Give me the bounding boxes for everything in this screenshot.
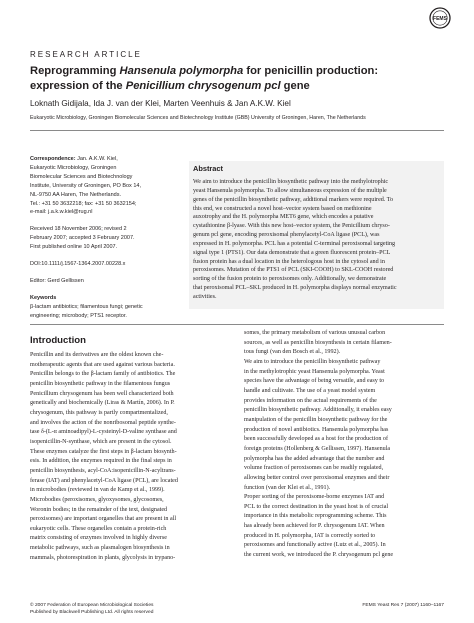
body-text-line: chrysogenum, this pathway is partly compartmentalized, <box>30 409 168 416</box>
body-text-line: manipulation of the penicillin biosynthetic pathway for the <box>244 416 388 423</box>
body-text-line: matrix consisting of enzymes involved in highly diverse <box>30 535 167 542</box>
body-text-line: tase δ-(L-α aminoadipyl)-L-cysteinyl-D-valine synthase and <box>30 429 177 436</box>
body-column-left <box>30 351 230 563</box>
keywords-line-1: β-lactam antibiotics; filamentous fungi; genetic <box>30 303 143 310</box>
body-text-line: motherapeutic agents that are used against various bacteria. <box>30 361 175 368</box>
body-text-line: mammals, photorespiration in plants, glycolysis in trypano- <box>30 554 176 561</box>
keywords-label: Keywords <box>30 294 57 301</box>
body-text-line: somes, the primary metabolism of various unusual carbon <box>244 330 386 336</box>
title-line-1: Reprogramming Hansenula polymorpha for penicillin production: <box>30 65 379 77</box>
abstract-line: signal type 1 (PTS1). Our data demonstrate that a green fluorescent protein–PCL <box>193 249 391 256</box>
body-text-line: These enzymes catalyze the first steps in β-lactam biosynth- <box>30 448 177 455</box>
citation-line: FEMS Yeast Res 7 (2007) 1160–1167 <box>362 603 444 608</box>
abstract-divider <box>30 324 444 325</box>
copyright-line-1: © 2007 Federation of European Microbiological Societies <box>30 603 154 608</box>
abstract-line: auxotrophy and the H. polymorpha MET6 gene, which encodes a putative <box>193 214 374 221</box>
dates-line-1: Received 18 November 2006; revised 2 <box>30 226 127 233</box>
abstract-line: expressed in H. polymorpha. PCL has a potential C-terminal peroxisomal targeting <box>193 240 396 247</box>
correspondence-line-5: NL-9750 AA Haren, The Netherlands. <box>30 191 122 198</box>
title-line-2: expression of the Penicillium chrysogenum pcl gene <box>30 80 310 92</box>
body-text-line: sources, as well as penicillin biosynthesis in certain filamen- <box>244 339 392 346</box>
correspondence-line-6: Tel.: +31 50 3632218; fax: +31 50 3632154; <box>30 200 137 207</box>
correspondence-line-1: Correspondence: Jan. A.K.W. Kiel, <box>30 156 118 162</box>
body-text-line: penicillin biosynthetic pathway. Additionally, it enables easy <box>244 407 392 414</box>
abstract-line: this end, we constructed a novel host–vector system based on methionine <box>193 205 372 212</box>
abstract-line: that peroxisomal PCL–SKL produced in H. polymorpha displays normal enzymatic <box>193 285 397 292</box>
abstract-line: activities. <box>193 293 217 300</box>
body-text-line: metabolic pathways, such as plasmalogen biosynthesis in <box>30 545 170 552</box>
body-text-line: peroxisomes) are important organelles that are present in all <box>30 516 177 523</box>
body-text-line: isopenicillin-N-synthase, which are present in the cytosol. <box>30 438 172 445</box>
abstract-box <box>189 161 444 309</box>
body-text-line: Penicillin and its derivatives are the oldest known che- <box>30 352 164 358</box>
body-text-line: produced in H. polymorpha, IAT is correctly sorted to <box>244 532 376 539</box>
body-text-line: in microbodies (reviewed in van de Kamp et al., 1999). <box>30 487 165 494</box>
body-text-line: and involves the action of the nonribosomal peptide synthe- <box>30 419 176 426</box>
body-text-line: provides information on the actual requirements of the <box>244 397 377 404</box>
abstract-line: cystathionine β-lyase. With this new host–vector system, the Penicillium chryso- <box>193 223 390 230</box>
article-title <box>30 64 450 94</box>
body-text-line: in the methylotrophic yeast Hansenula polymorpha. Yeast <box>244 368 385 375</box>
body-column-right <box>244 329 444 561</box>
body-text-line: Proper sorting of the peroxisome-borne enzymes IAT and <box>244 494 385 501</box>
body-text-line: function (van der Klei et al., 1991). <box>244 484 331 491</box>
body-text-line: penicillin biosynthesis, acyl-CoA:isopenicillin-N-acyltrans- <box>30 467 176 474</box>
editor: Editor: Gerd Gellissen <box>30 277 84 284</box>
body-text-line: genetically and biochemically (Liras & Martín, 2006). In P. <box>30 400 175 407</box>
correspondence-email[interactable]: e-mail: j.a.k.w.kiel@rug.nl <box>30 209 93 216</box>
body-text-line: ferase (IAT) and phenylacetyl-CoA ligase (PCL), are located <box>30 477 178 484</box>
keywords-block <box>30 294 180 321</box>
body-text-line: Penicillin belongs to the β-lactam family of antibiotics. The <box>30 371 176 378</box>
doi[interactable]: DOI:10.1111/j.1567-1364.2007.00228.x <box>30 261 126 268</box>
author-list: Loknath Gidijala, Ida J. van der Klei, Marten Veenhuis & Jan A.K.W. Kiel <box>30 99 291 108</box>
body-text-line: handle and cultivate. The use of a yeast model system <box>244 387 376 394</box>
body-text-line: polymorpha has the added advantage that the number and <box>244 455 385 462</box>
body-text-line: tous fungi (van den Bosch et al., 1992). <box>244 349 341 356</box>
body-text-line: Woronin bodies; in the remainder of the text, designated <box>30 506 168 513</box>
body-text-line: Microbodies (peroxisomes, glyoxysomes, glycosomes, <box>30 496 164 503</box>
abstract-line: peroxisomes. Mutation of the PTS1 of PCL (SKI-COOH) to SKL-COOH restored <box>193 267 394 274</box>
body-text-line: foreign proteins (Hollenberg & Gellissen, 1997). Hansenula <box>244 445 391 452</box>
header-divider <box>30 130 444 131</box>
body-text-line: importance in this metabolic reprogramming scheme. This <box>244 513 387 520</box>
correspondence-line-2: Eukaryotic Microbiology, Groningen <box>30 164 117 171</box>
body-text-line: We aim to introduce the penicillin biosynthetic pathway <box>244 358 381 365</box>
abstract-line: yeast Hansenula polymorpha. To allow simultaneous expression of the multiple <box>193 187 387 194</box>
dates-block <box>30 225 180 252</box>
body-text-line: peroxisomes and functionally active (Lutz et al., 2005). In <box>244 542 386 549</box>
introduction-heading: Introduction <box>30 335 86 346</box>
dates-line-2: February 2007; accepted 3 February 2007. <box>30 235 135 242</box>
keywords-line-2: engineering; microbody; PTS1 receptor. <box>30 312 127 319</box>
body-text-line: production of novel antibiotics. Hansenula polymorpha has <box>244 426 389 433</box>
body-text-line: been successfully developed as a host for the production of <box>244 436 389 443</box>
abstract-line: genes of the penicillin biosynthetic pathway, additional markers were required. To <box>193 196 394 203</box>
copyright-notice <box>30 602 154 616</box>
abstract-line: We aim to introduce the penicillin biosynthetic pathway into the methylotrophic <box>193 179 389 185</box>
body-text-line: Penicillium chrysogenum has been well characterized both <box>30 390 174 397</box>
body-text-line: PCL to the correct destination in the yeast host is of crucial <box>244 503 389 510</box>
correspondence-line-4: Institute, University of Groningen, PO Box 14, <box>30 182 141 189</box>
body-text-line: the current work, we introduced the P. chrysogenum pcl gene <box>244 552 394 559</box>
copyright-line-2: Published by Blackwell Publishing Ltd. All rights reserved <box>30 610 154 615</box>
body-text-line: species have the advantage of being versatile, and easy to <box>244 378 385 385</box>
body-text-line: esis. In addition, the enzymes required in the final steps in <box>30 458 172 465</box>
body-text-line: volume fraction of peroxisomes can be readily regulated, <box>244 465 384 472</box>
abstract-line: genum pcl gene, encoding peroxisomal phenylacetyl-CoA ligase (PCL), was <box>193 232 380 239</box>
affiliation: Eukaryotic Microbiology, Groningen Biomolecular Sciences and Biotechnology Institute (GBB) University of Groningen, Haren, The Netherlands <box>30 115 366 121</box>
body-text-line: eukaryotic cells. These organelles contain a protein-rich <box>30 525 167 532</box>
correspondence-line-3: Biomolecular Sciences and Biotechnology <box>30 173 133 180</box>
abstract-text <box>193 178 438 302</box>
journal-citation <box>330 602 444 609</box>
body-text-line: penicillin biosynthetic pathway in the filamentous fungus <box>30 380 171 387</box>
article-info-block <box>30 155 180 321</box>
body-text-line: has already been achieved for P. chrysogenum IAT. When <box>244 523 385 530</box>
abstract-line: fusion protein has a dual location in the heterologous host in the cytosol and in <box>193 258 385 265</box>
article-type: RESEARCH ARTICLE <box>30 50 142 59</box>
journal-logo <box>429 7 451 29</box>
body-text-line: allowing better control over peroxisomal enzymes and their <box>244 474 390 481</box>
journal-logo-text: FEMS <box>433 16 447 22</box>
abstract-heading: Abstract <box>193 164 223 173</box>
correspondence-block <box>30 155 180 217</box>
dates-line-3: First published online 10 April 2007. <box>30 244 118 251</box>
abstract-line: sorting of the fusion protein to peroxisomes only. Additionally, we demonstrate <box>193 276 387 283</box>
